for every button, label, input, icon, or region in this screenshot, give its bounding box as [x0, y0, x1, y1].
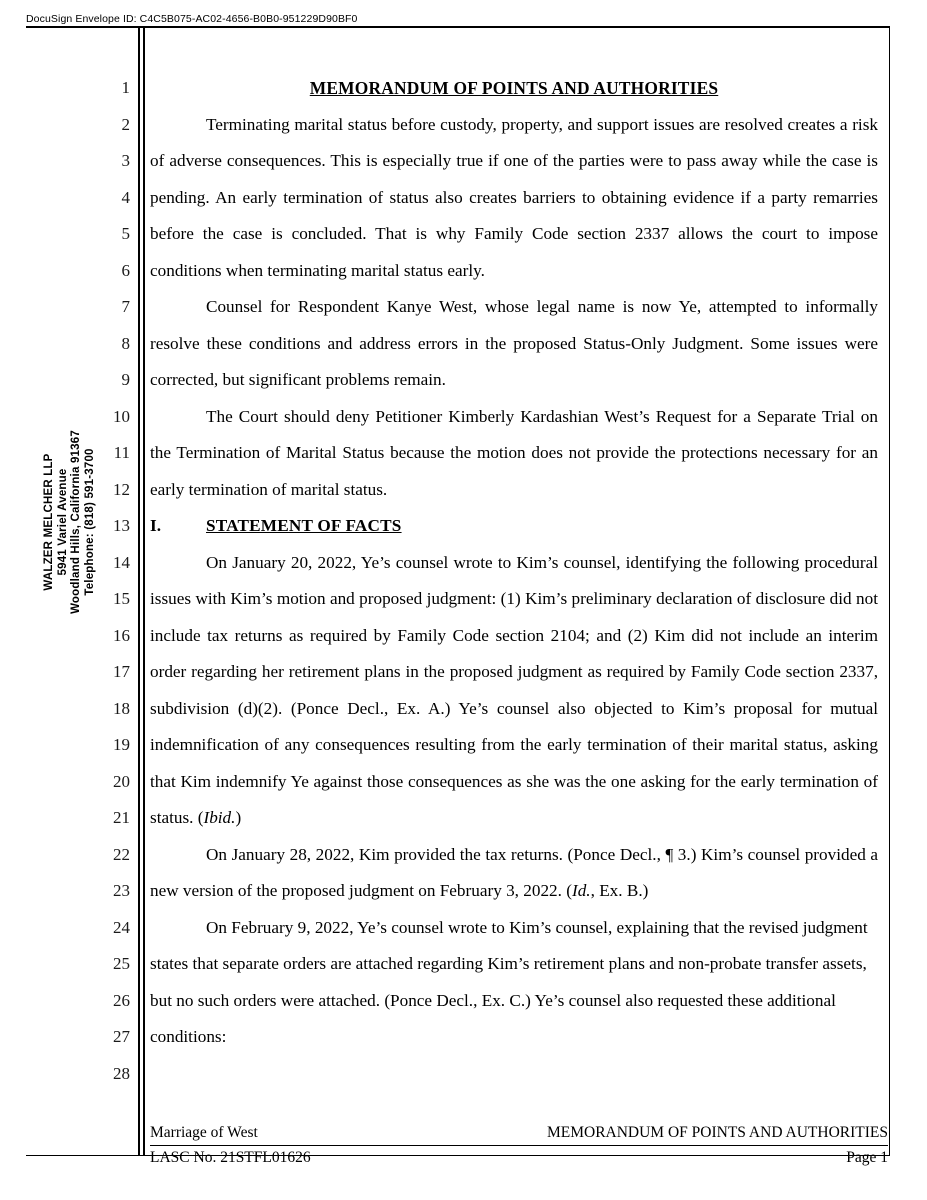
citation-exhibit-b: , Ex. B.): [590, 881, 649, 900]
footer-case-name: Marriage of West: [150, 1124, 258, 1141]
line-number: 8: [121, 333, 130, 353]
firm-city-state-zip: Woodland Hills, California 91367: [70, 430, 82, 614]
line-number: 14: [113, 552, 130, 572]
paragraph-january-20-letter: [150, 545, 878, 837]
line-number: 11: [113, 443, 130, 462]
section-title: STATEMENT OF FACTS: [206, 516, 402, 535]
line-number: 12: [113, 479, 130, 499]
footer-document-title: MEMORANDUM OF POINTS AND AUTHORITIES: [546, 1124, 888, 1141]
line-number: 9: [121, 370, 130, 389]
section-heading-statement-of-facts: [150, 508, 878, 545]
page-border-right: [889, 26, 891, 1156]
paragraph-intro-consequences: Terminating marital status before custody, property, and support issues are resolved creates a risk of adverse consequences. This is especially true if one of the parties were to pass away while the case is pending. An early termination of status also creates barriers to obtaining evidence if a party remarries before the case is concluded. That is why Family Code section 2337 allows the court to impose conditions when terminating marital status early.: [150, 114, 878, 280]
footer-case-number: LASC No. 21STFL01626: [150, 1149, 311, 1166]
line-number: 1: [121, 78, 130, 97]
docusign-envelope-id: DocuSign Envelope ID: C4C5B075-AC02-4656-B0B0-951229D90BF0: [26, 13, 358, 25]
line-number: 24: [113, 917, 130, 937]
paragraph-text: On January 28, 2022, Kim provided the tax returns. (Ponce Decl., ¶ 3.) Kim’s counsel provided a new version of the proposed judgment on February 3, 2022. (: [150, 844, 878, 900]
firm-name: WALZER MELCHER LLP: [43, 453, 55, 591]
section-number: I.: [150, 516, 161, 535]
firm-street: 5941 Variel Avenue: [56, 468, 69, 576]
line-number: 28: [113, 1063, 130, 1083]
citation-ibid: Ibid.: [203, 808, 236, 827]
line-number: 20: [113, 771, 130, 791]
law-firm-margin-block: [43, 407, 97, 637]
line-number: 23: [113, 881, 130, 900]
line-number: 15: [113, 589, 130, 608]
line-number: 3: [121, 151, 130, 170]
line-number: 17: [113, 662, 130, 681]
line-number: 18: [113, 698, 130, 718]
paragraph-text: On January 20, 2022, Ye’s counsel wrote to Kim’s counsel, identifying the following procedural issues with Kim’s motion and proposed judgment: (1) Kim’s preliminary declaration of disclosure did not include tax returns as required by Family Code section 2104; and (2) Kim did not include an interim order regarding her retirement plans in the proposed judgment as required by Family Code section 2337, subdivision (d)(2). (Ponce Decl., Ex. A.) Ye’s counsel also objected to Kim’s proposal for mutual indemnification of any consequences resulting from the early termination of their marital status, asking that Kim indemnify Ye against those consequences as she was the one asking for the early termination of status. (: [150, 552, 878, 827]
pleading-rule-inner-right: [143, 26, 145, 1156]
paragraph-court-should-deny: The Court should deny Petitioner Kimberly Kardashian West’s Request for a Separate Trial on the Termination of Marital Status because the motion does not provide the protections necessary for an early termination of marital status.: [150, 406, 878, 499]
firm-telephone: Telephone: (818) 591-3700: [83, 448, 96, 596]
line-number: 4: [121, 187, 130, 207]
line-number: 7: [121, 297, 130, 316]
page-title: MEMORANDUM OF POINTS AND AUTHORITIES: [309, 78, 719, 98]
document-body: [150, 70, 878, 1056]
paragraph-january-28-tax-returns: [150, 837, 878, 910]
paragraph-counsel-response: Counsel for Respondent Kanye West, whose legal name is now Ye, attempted to informally resolve these conditions and address errors in the proposed Status-Only Judgment. Some issues were corrected, but significant problems remain.: [150, 297, 878, 389]
line-number-column: [96, 70, 130, 1092]
line-number: 2: [121, 114, 130, 134]
line-number: 27: [113, 1027, 130, 1046]
footer-divider: [150, 1145, 888, 1146]
footer-page-number: Page 1: [846, 1149, 888, 1166]
line-number: 5: [121, 224, 130, 243]
footer-row-upper: [150, 1123, 888, 1143]
line-number: 22: [113, 844, 130, 864]
page-border-top: [26, 26, 890, 28]
citation-close-paren: ): [235, 808, 242, 827]
footer-row-lower: [150, 1147, 888, 1168]
line-number: 16: [113, 625, 130, 645]
line-number: 26: [113, 990, 130, 1010]
line-number: 21: [113, 808, 130, 827]
pleading-rule-inner-left: [138, 26, 140, 1156]
paragraph-february-9-letter: On February 9, 2022, Ye’s counsel wrote to Kim’s counsel, explaining that the revised judgment states that separate orders are attached regarding Kim’s retirement plans and non-probate transfer assets, but no such orders were attached. (Ponce Decl., Ex. C.) Ye’s counsel also requested these additional conditions:: [150, 917, 868, 1046]
line-number: 10: [113, 406, 130, 426]
citation-id: Id.: [571, 881, 591, 900]
line-number: 19: [113, 735, 130, 754]
line-number: 13: [113, 516, 130, 535]
line-number: 25: [113, 954, 130, 973]
line-number: 6: [121, 260, 130, 280]
page-footer: [150, 1123, 888, 1168]
